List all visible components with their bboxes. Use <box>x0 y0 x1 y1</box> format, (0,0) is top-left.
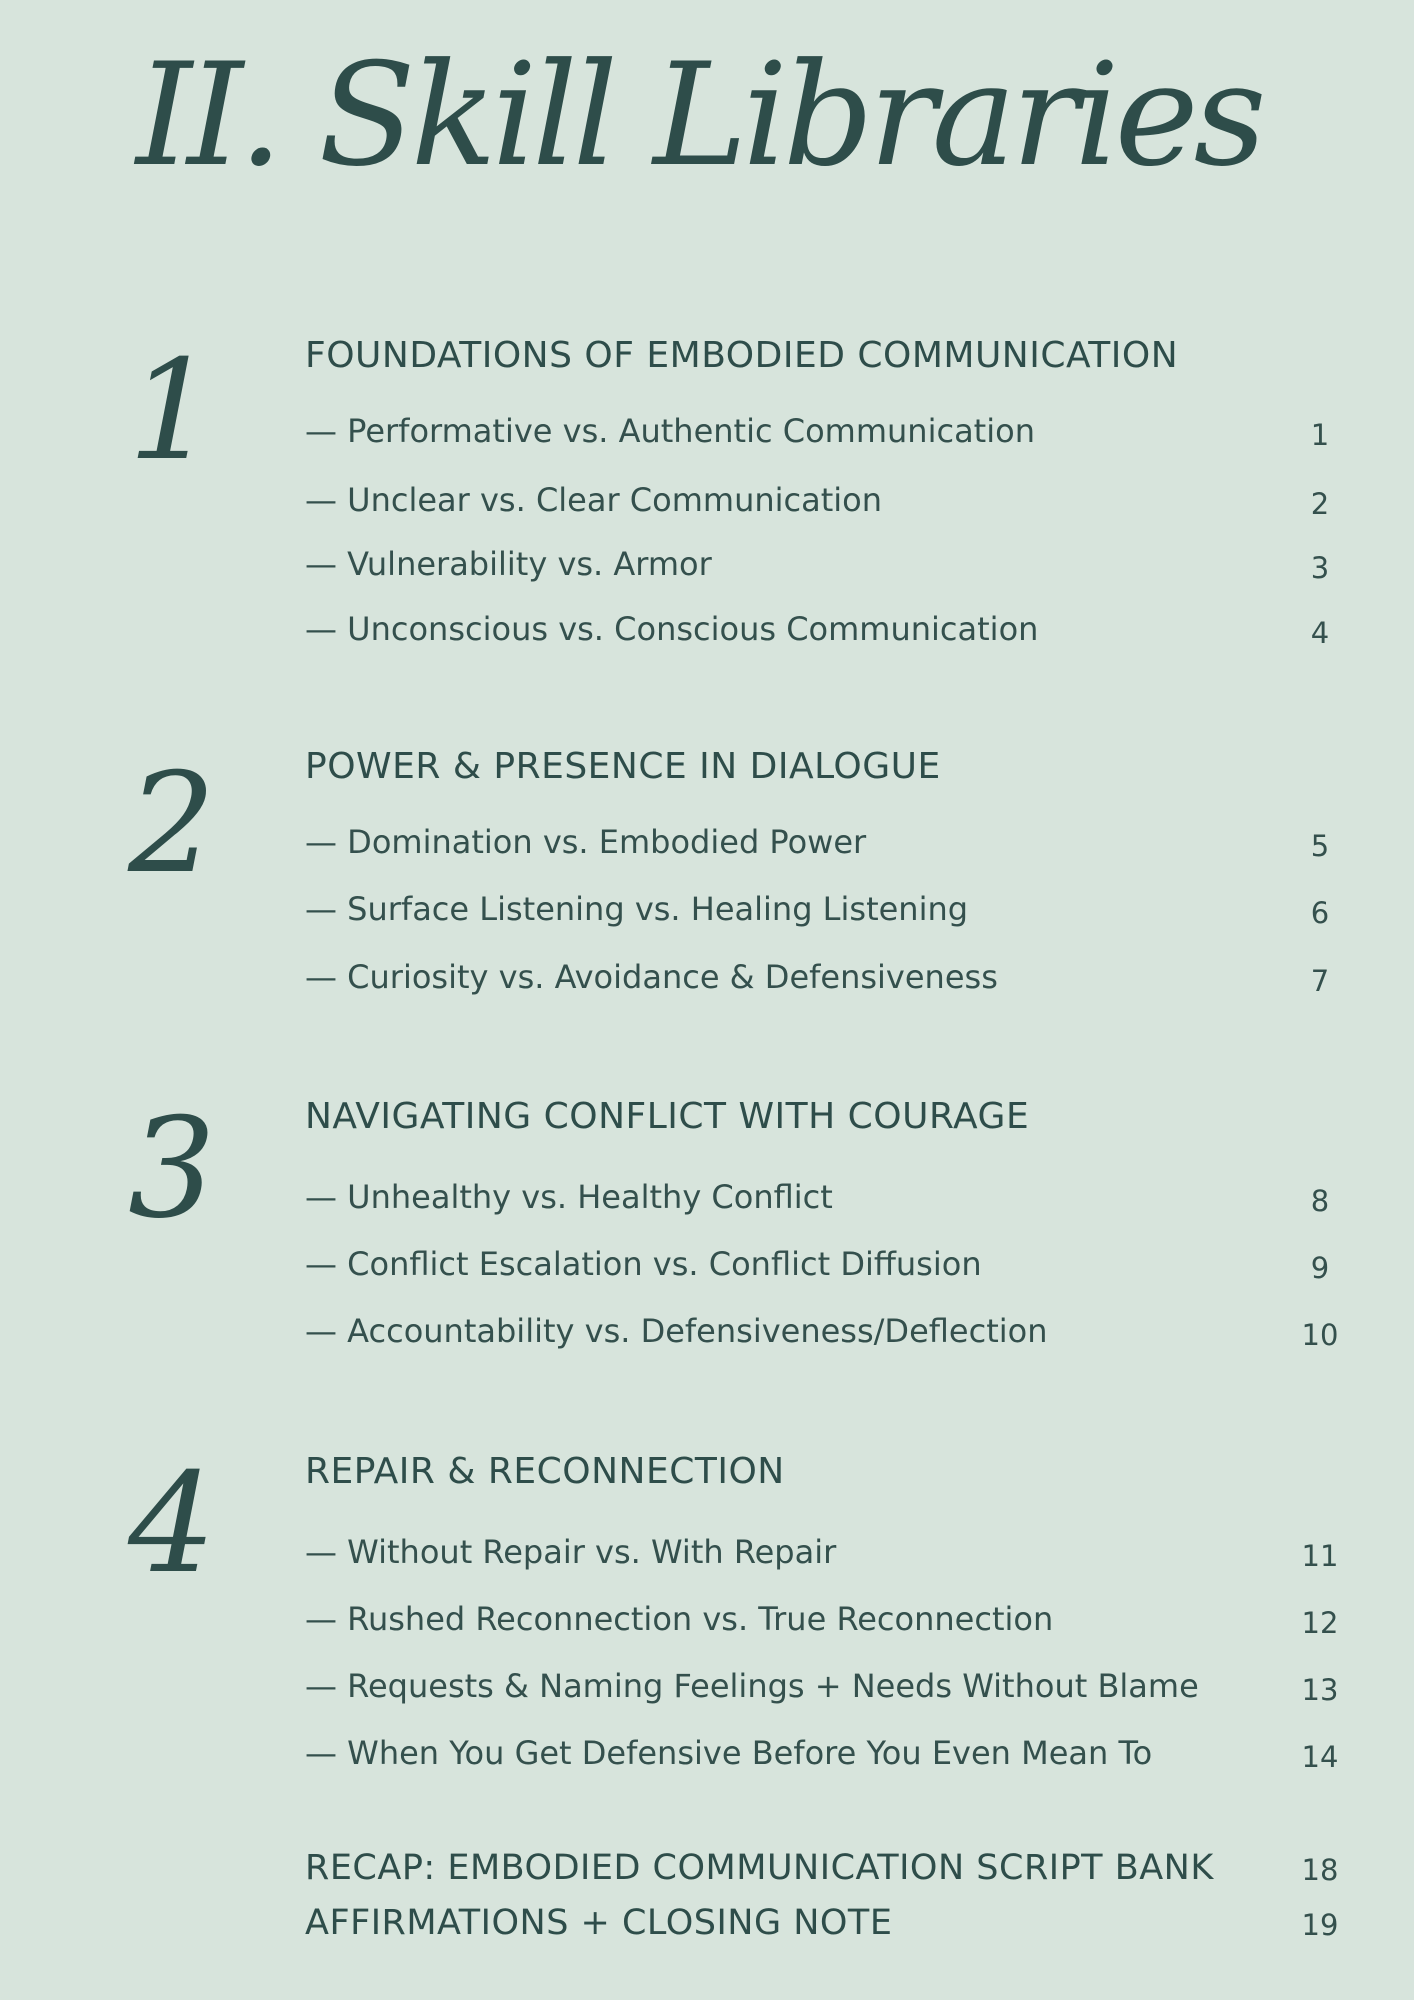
toc-entry[interactable] <box>305 1600 1350 1650</box>
entry-label: — When You Get Defensive Before You Even Mean To <box>305 1734 1153 1772</box>
page-number: 4 <box>1310 616 1330 650</box>
entry-label: — Unhealthy vs. Healthy Conflict <box>305 1178 833 1216</box>
page-number: 13 <box>1301 1673 1339 1707</box>
section-heading: REPAIR & RECONNECTION <box>305 1451 785 1492</box>
entry-label: — Domination vs. Embodied Power <box>305 823 867 861</box>
page-number: 19 <box>1301 1908 1339 1942</box>
section-number: 2 <box>128 743 216 904</box>
toc-recap-entry[interactable] <box>305 1847 1350 1897</box>
recap-label: AFFIRMATIONS + CLOSING NOTE <box>305 1903 893 1943</box>
entry-label: — Vulnerability vs. Armor <box>305 545 712 583</box>
entry-label: — Without Repair vs. With Repair <box>305 1533 837 1571</box>
toc-entry[interactable] <box>305 1667 1350 1717</box>
entry-label: — Accountability vs. Defensiveness/Deflection <box>305 1312 1048 1350</box>
toc-entry[interactable] <box>305 1312 1350 1362</box>
page-title: II. Skill Libraries <box>136 33 1262 198</box>
page-number: 8 <box>1310 1184 1330 1218</box>
section-number: 3 <box>128 1088 216 1249</box>
section-number: 1 <box>128 330 216 491</box>
recap-label: RECAP: EMBODIED COMMUNICATION SCRIPT BANK <box>305 1848 1214 1888</box>
entry-label: — Surface Listening vs. Healing Listening <box>305 890 969 928</box>
page-number: 3 <box>1310 551 1330 585</box>
toc-entry[interactable] <box>305 958 1350 1008</box>
page-number: 11 <box>1301 1539 1339 1573</box>
page-number: 10 <box>1301 1318 1339 1352</box>
entry-label: — Unconscious vs. Conscious Communication <box>305 610 1039 648</box>
section-heading: POWER & PRESENCE IN DIALOGUE <box>305 746 941 787</box>
entry-label: — Conflict Escalation vs. Conflict Diffusion <box>305 1245 982 1283</box>
toc-entry[interactable] <box>305 1245 1350 1295</box>
toc-entry[interactable] <box>305 890 1350 940</box>
page-number: 18 <box>1301 1853 1339 1887</box>
page-number: 5 <box>1310 829 1330 863</box>
toc-entry[interactable] <box>305 545 1350 595</box>
entry-label: — Rushed Reconnection vs. True Reconnection <box>305 1600 1054 1638</box>
page-number: 14 <box>1301 1740 1339 1774</box>
page-number: 2 <box>1310 487 1330 521</box>
toc-recap-entry[interactable] <box>305 1902 1350 1952</box>
toc-entry[interactable] <box>305 481 1350 531</box>
toc-entry[interactable] <box>305 1533 1350 1583</box>
entry-label: — Performative vs. Authentic Communication <box>305 412 1035 450</box>
entry-label: — Unclear vs. Clear Communication <box>305 481 883 519</box>
section-heading: NAVIGATING CONFLICT WITH COURAGE <box>305 1096 1030 1137</box>
page-number: 7 <box>1310 964 1330 998</box>
section-heading: FOUNDATIONS OF EMBODIED COMMUNICATION <box>305 335 1179 376</box>
toc-entry[interactable] <box>305 1178 1350 1228</box>
page-number: 6 <box>1310 896 1330 930</box>
section-number: 4 <box>128 1443 216 1604</box>
entry-label: — Requests & Naming Feelings + Needs Without Blame <box>305 1667 1199 1705</box>
toc-entry[interactable] <box>305 412 1350 462</box>
toc-entry[interactable] <box>305 823 1350 873</box>
entry-label: — Curiosity vs. Avoidance & Defensiveness <box>305 958 998 996</box>
toc-entry[interactable] <box>305 1734 1350 1784</box>
toc-entry[interactable] <box>305 610 1350 660</box>
page-number: 9 <box>1310 1251 1330 1285</box>
page-number: 1 <box>1310 418 1330 452</box>
page-number: 12 <box>1301 1606 1339 1640</box>
